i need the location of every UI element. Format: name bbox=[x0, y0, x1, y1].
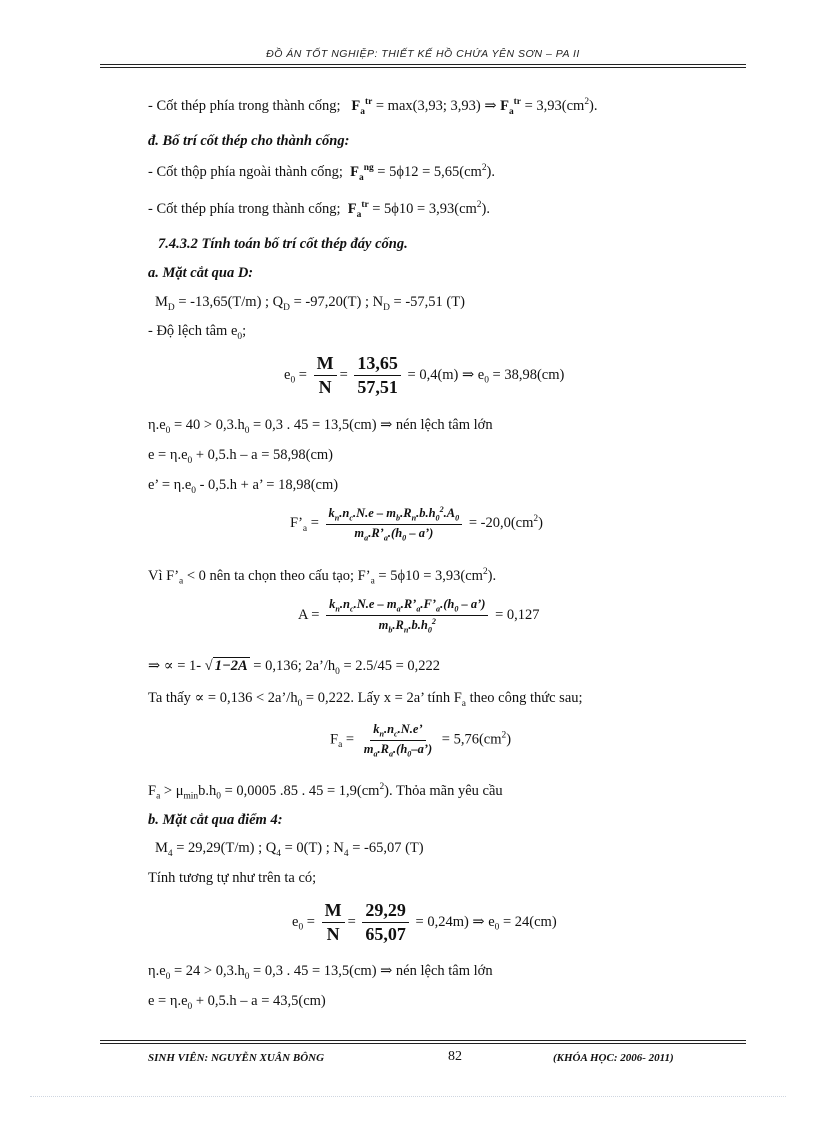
page-header: ĐỒ ÁN TỐT NGHIỆP: THIẾT KẾ HỒ CHỨA YÊN SƠN – PA II bbox=[266, 48, 580, 60]
text-line: Vì $F’_a < 0$ nên ta chọn theo cấu tạo; $F’_a = 5\phi 10 = 3,93(cm^2)$. bbox=[148, 567, 497, 587]
formula-e0-2: $e_0$ = $\frac{M}{N}$ = $\frac{29,29}{65,07}$ = 0,24m) ⇒ $e_0 = 24(cm)$ bbox=[292, 900, 557, 944]
text-line: $\eta.e_0 = 24 > 0,3.h_0 = 0,3$ . 45 = 13,5(cm) ⇒ nén lệch tâm lớn bbox=[148, 963, 493, 982]
text-line: Ta thấy ∝ = $0,136 < 2a’/h_0 = 0,222$. Lấy x = 2a’ tính $F_a$ theo công thức sau; bbox=[148, 690, 583, 709]
section-title: 7.4.3.2 Tính toán bố trí cốt thép đáy cống. bbox=[158, 236, 408, 252]
text-line: $F_a > \mu_{min}b.h_0 = 0,0005$ .85 . $45 = 1,9(cm^2)$. Thỏa mãn yêu cầu bbox=[148, 782, 503, 802]
forces-D: $M_D = -13,65(T/m)$ ; $Q_D = -97,20(T)$ ; $N_D = -57,51$ (T) bbox=[155, 294, 465, 313]
text-line: Tính tương tự như trên ta có; bbox=[148, 870, 317, 886]
text-line: $e = \eta.e_0 + 0,5.h - a = 43,5(cm)$ bbox=[148, 993, 326, 1012]
page-number: 82 bbox=[448, 1049, 462, 1064]
text-line: - Cốt thép phía trong thành cống; $F_a^{tr} = 5\phi 10 = 3,93(cm^2)$. bbox=[148, 200, 490, 220]
formula-Fpa: $F’_a$ = $\frac{k_n.n_c.N.e - m_b.R_n.b.h_0^2.A_0}{m_a.R’_a.(h_0 - a’)}$ = $-20,0(cm^2)$ bbox=[290, 505, 543, 543]
footer-rule bbox=[100, 1040, 746, 1041]
header-rule bbox=[100, 64, 746, 65]
text-line: ⇒ ∝ = 1- √ 1−2A = 0,136; $2a’/h_0 = 2.5/45 = 0,222$ bbox=[148, 658, 440, 677]
heading-a: a. Mặt cắt qua D: bbox=[148, 265, 254, 281]
heading-d: đ. Bố trí cốt thép cho thành cống: bbox=[148, 133, 350, 149]
formula-A: A = $\frac{k_n.n_c.N.e - m_a.R’_a.F’_a.(h_0 - a’)}{m_b.R_n.b.h_0^2}$ = 0,127 bbox=[298, 597, 540, 635]
text-line: e’ = $\eta.e_0 - 0,5.h + a$’ = 18,98(cm) bbox=[148, 477, 339, 496]
text-line: - Cốt thộp phía ngoài thành cống; $F_a^{ng} = 5\phi 12 = 5,65(cm^2)$. bbox=[148, 163, 495, 183]
page-edge bbox=[30, 1096, 786, 1097]
text-line: - Độ lệch tâm $e_0$; bbox=[148, 323, 247, 342]
footer-rule-2 bbox=[100, 1043, 746, 1044]
footer-student: SINH VIÊN: NGUYỄN XUÂN BÔNG bbox=[148, 1052, 325, 1064]
formula-Fa: $F_a$ = $\frac{k_n.n_c.N.e’}{m_a.R_a.(h_0-a’)}$ = $5,76(cm^2)$ bbox=[330, 722, 512, 758]
text-line: $\eta.e_0 = 40 > 0,3.h_0 = 0,3$ . 45 = 13,5(cm) ⇒ nén lệch tâm lớn bbox=[148, 417, 493, 436]
text-line: $e = \eta.e_0 + 0,5.h - a = 58,98(cm)$ bbox=[148, 447, 334, 466]
footer-course: (KHÓA HỌC: 2006- 2011) bbox=[553, 1052, 674, 1064]
heading-b: b. Mặt cắt qua điểm 4: bbox=[148, 812, 283, 828]
header-rule-2 bbox=[100, 67, 746, 68]
forces-4: $M_4 = 29,29(T/m)$ ; $Q_4 = 0(T)$ ; $N_4 = -65,07$ (T) bbox=[155, 840, 424, 859]
text-line: - Cốt thép phía trong thành cống; $F_a^{tr} = \max(3,93$; 3,93) ⇒ $F_a^{tr} = 3,93(cm^2)$. bbox=[148, 97, 598, 117]
formula-e0: $e_0$ = $\frac{M}{N}$ = $\frac{13,65}{57,51}$ = 0,4(m) ⇒ $e_0 = 38,98(cm)$ bbox=[284, 353, 565, 397]
